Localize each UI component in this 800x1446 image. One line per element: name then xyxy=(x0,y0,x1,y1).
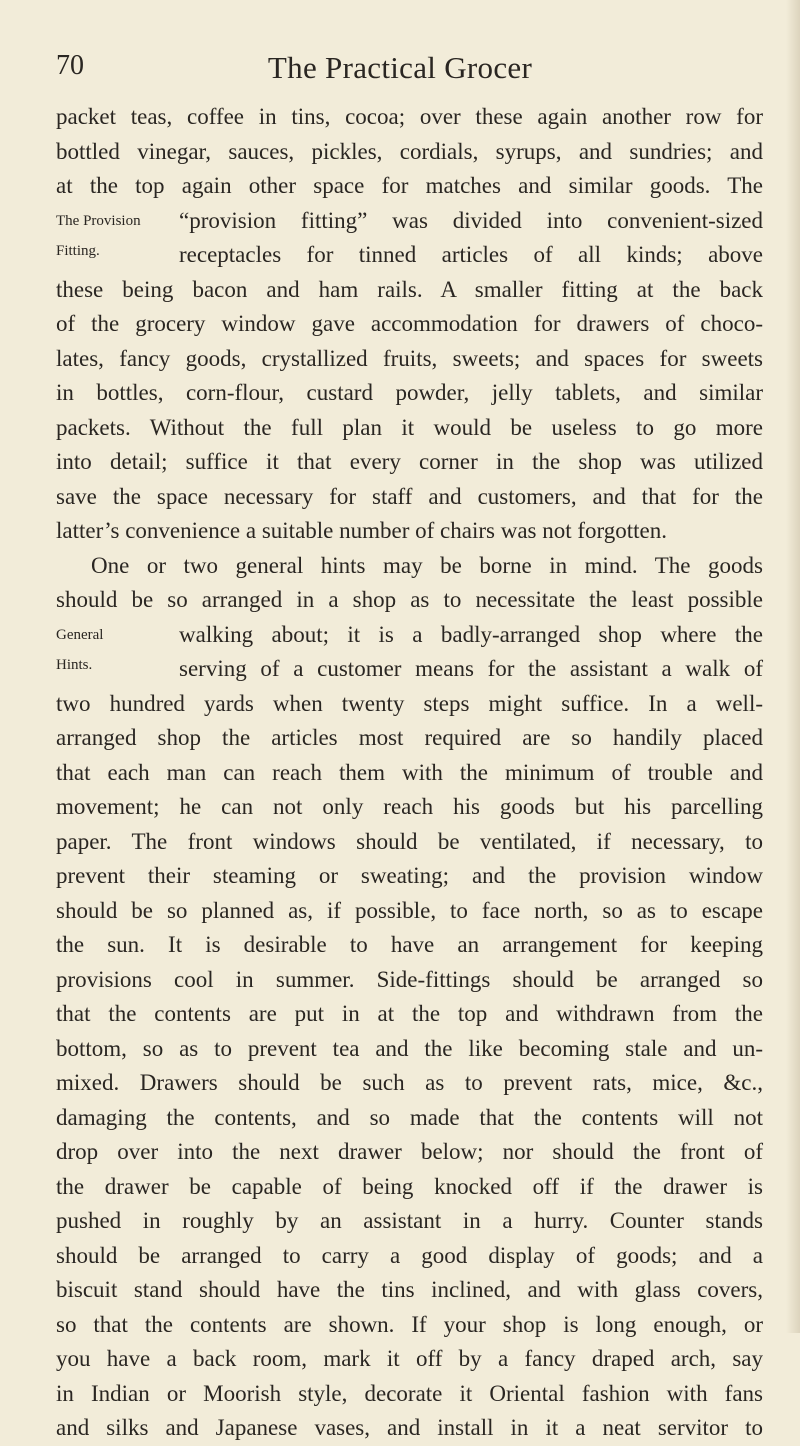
text-line: latter’s convenience a suitable number of chairs was not forgotten. xyxy=(56,518,668,543)
text-line: packets. Without the full plan it would be useless to go more xyxy=(56,414,763,440)
text-line: packet teas, coffee in tins, cocoa; over these again another row for xyxy=(56,104,763,129)
text-line: lates, fancy goods, crystallized fruits, sweets; and spaces for sweets xyxy=(56,345,763,371)
text-line: receptacles for tinned articles of all kinds; above xyxy=(179,242,763,267)
sidenote-provision-line2: Fitting. xyxy=(56,242,100,259)
sidenote-block-provision xyxy=(56,204,763,273)
page-number: 70 xyxy=(56,50,84,81)
text-line: of the grocery window gave accommodation for drawers of choco- xyxy=(56,311,763,336)
text-line: in Indian or Moorish style, decorate it Oriental fashion with fans xyxy=(56,1380,763,1406)
text-line: into detail; suffice it that every corner in the shop was utilized xyxy=(56,449,763,474)
text-line: One or two general hints may be borne in mind. The goods xyxy=(91,552,763,578)
text-line: bottom, so as to prevent tea and the like becoming stale and un- xyxy=(56,1035,763,1061)
page-header xyxy=(56,50,744,90)
text-line: you have a back room, mark it off by a fancy draped arch, say xyxy=(56,1346,763,1371)
text-line: movement; he can not only reach his goods but his parcelling xyxy=(56,794,763,819)
sidenote-block-general xyxy=(56,618,763,687)
text-line: that each man can reach them with the minimum of trouble and xyxy=(56,759,763,785)
body-text xyxy=(56,100,763,1446)
text-line: prevent their steaming or sweating; and the provision window xyxy=(56,863,763,888)
text-line: paper. The front windows should be ventilated, if necessary, to xyxy=(56,828,763,854)
sidenote-general-line1: General xyxy=(56,626,104,643)
text-line: so that the contents are shown. If your shop is long enough, or xyxy=(56,1311,763,1337)
running-title: The Practical Grocer xyxy=(267,50,533,85)
text-line: in bottles, corn-flour, custard powder, jelly tablets, and similar xyxy=(56,380,763,405)
text-line: the drawer be capable of being knocked off if the drawer is xyxy=(56,1173,763,1199)
text-line: damaging the contents, and so made that the contents will not xyxy=(56,1104,763,1130)
text-line: should be so planned as, if possible, to face north, so as to escape xyxy=(56,897,763,923)
text-line: and silks and Japanese vases, and install in it a neat servitor to xyxy=(56,1415,763,1440)
text-line: that the contents are put in at the top and withdrawn from the xyxy=(56,1001,763,1026)
text-line: should be so arranged in a shop as to necessitate the least possible xyxy=(56,587,763,612)
sidenote-provision-line1: The Provision xyxy=(56,212,141,229)
text-line: two hundred yards when twenty steps might suffice. In a well- xyxy=(56,690,763,716)
text-line: at the top again other space for matches and similar goods. The xyxy=(56,173,763,198)
text-line: save the space necessary for staff and customers, and that for the xyxy=(56,483,763,509)
sidenote-general-line2: Hints. xyxy=(56,656,93,673)
text-line: bottled vinegar, sauces, pickles, cordials, syrups, and sundries; and xyxy=(56,138,763,164)
text-line: walking about; it is a badly-arranged shop where the xyxy=(179,621,763,647)
text-line: drop over into the next drawer below; nor should the front of xyxy=(56,1139,763,1164)
text-line: mixed. Drawers should be such as to prevent rats, mice, &c., xyxy=(56,1070,763,1095)
text-line: arranged shop the articles most required are so handily placed xyxy=(56,725,763,750)
text-line: provisions cool in summer. Side-fittings should be arranged so xyxy=(56,966,763,992)
text-line: pushed in roughly by an assistant in a hurry. Counter stands xyxy=(56,1208,763,1233)
text-line: the sun. It is desirable to have an arrangement for keeping xyxy=(56,932,763,957)
text-line: serving of a customer means for the assistant a walk of xyxy=(179,656,763,681)
text-line: should be arranged to carry a good display of goods; and a xyxy=(56,1242,763,1268)
text-line: “provision fitting” was divided into convenient-sized xyxy=(179,207,763,233)
page-edge-shadow xyxy=(786,0,800,1333)
text-line: biscuit stand should have the tins inclined, and with glass covers, xyxy=(56,1277,763,1302)
text-line: these being bacon and ham rails. A smaller fitting at the back xyxy=(56,276,763,302)
